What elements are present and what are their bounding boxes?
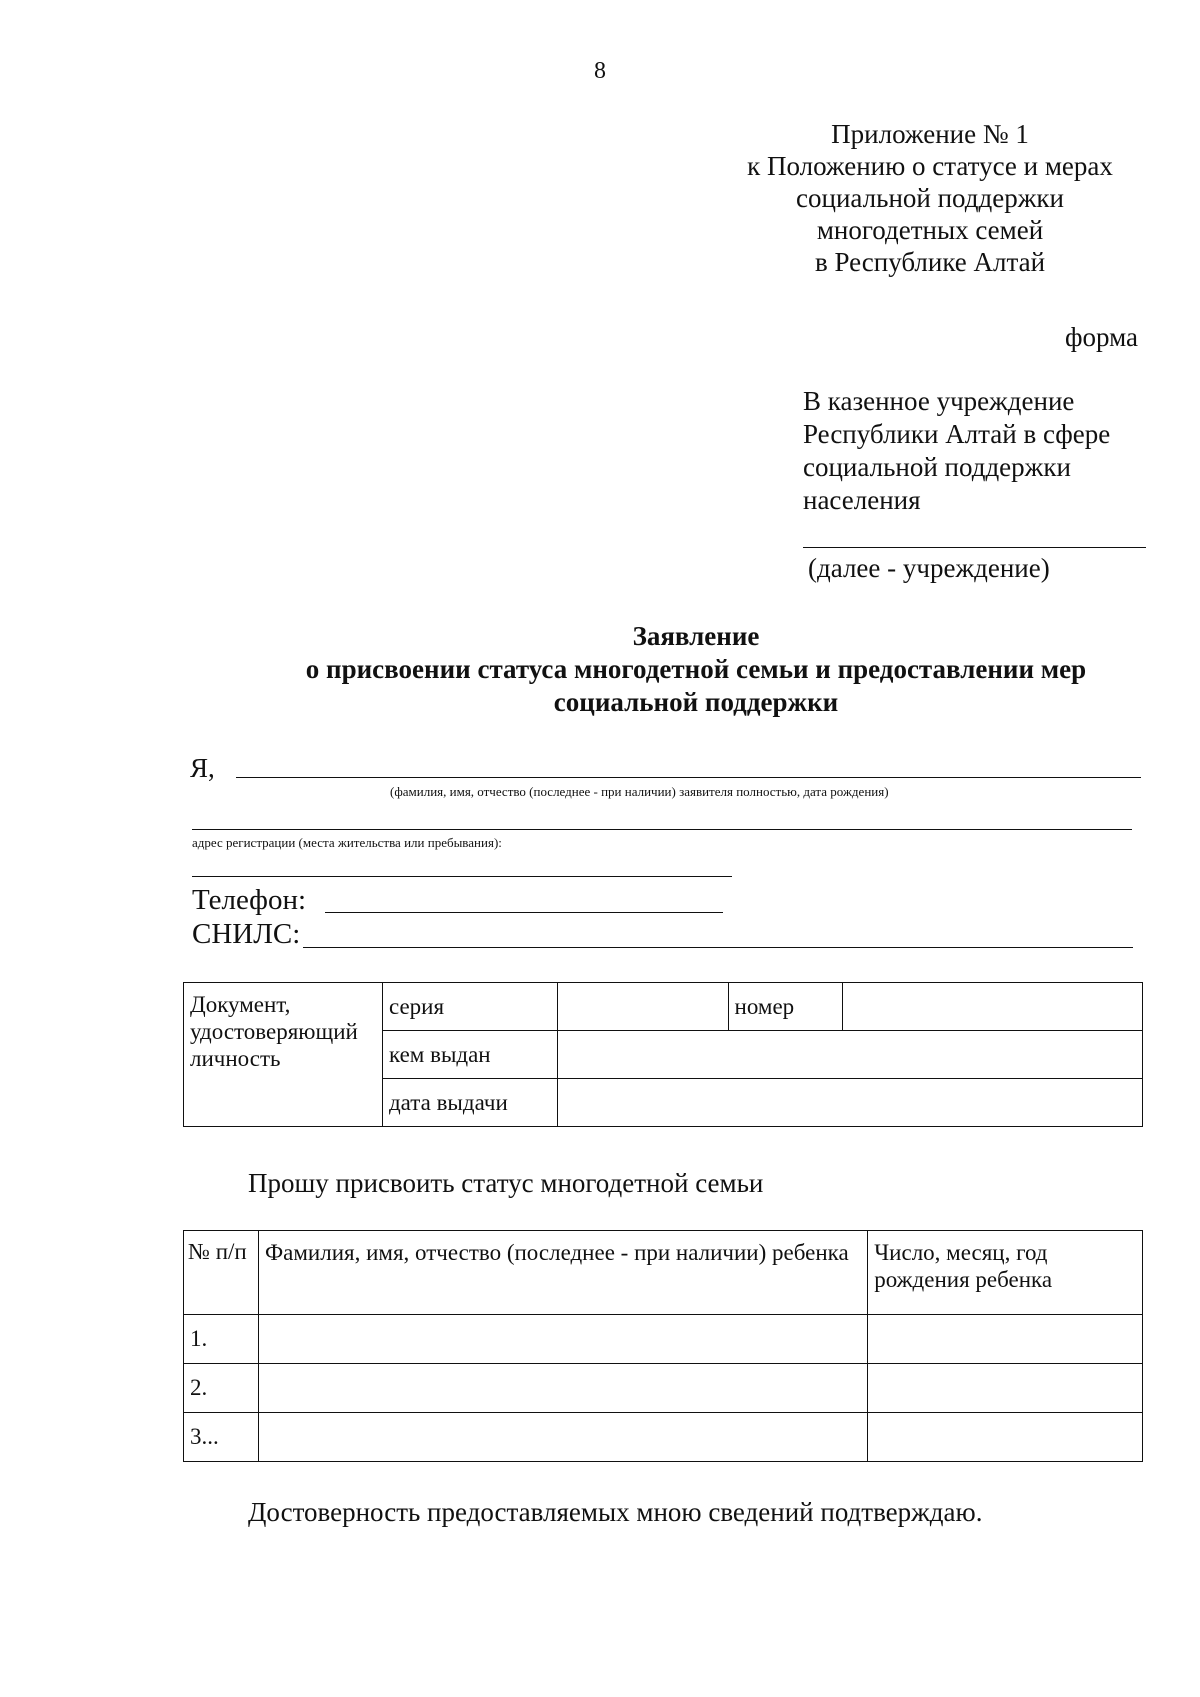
appendix-line: Приложение № 1 (831, 119, 1029, 149)
applicant-prefix: Я, (190, 753, 215, 783)
applicant-name-field[interactable] (236, 777, 1141, 778)
request-text: Прошу присвоить статус многодетной семьи (248, 1168, 764, 1198)
row-number: 2. (184, 1364, 259, 1413)
appendix-line: социальной поддержки (796, 183, 1064, 213)
applicant-name-note: (фамилия, имя, отчество (последнее - при наличии) заявителя полностью, дата рождения) (390, 784, 889, 799)
institution-note: (далее - учреждение) (808, 553, 1050, 583)
row-number: 1. (184, 1315, 259, 1364)
column-header-birthdate: Число, месяц, год рождения ребенка (868, 1231, 1143, 1315)
child-birthdate-cell[interactable] (868, 1364, 1143, 1413)
address-field[interactable] (192, 876, 732, 877)
child-name-cell[interactable] (258, 1315, 867, 1364)
table-row (184, 1364, 1143, 1413)
column-header-name: Фамилия, имя, отчество (последнее - при наличии) ребенка (258, 1231, 867, 1315)
identity-document-table (183, 982, 1143, 1127)
document-subtitle: о присвоении статуса многодетной семьи и предоставлении мер (305, 654, 1087, 684)
appendix-line: в Республике Алтай (814, 247, 1046, 277)
snils-field[interactable] (303, 947, 1133, 948)
child-birthdate-cell[interactable] (868, 1413, 1143, 1462)
addressee-line: социальной поддержки (803, 452, 1071, 482)
issue-date-label: дата выдачи (382, 1079, 557, 1127)
phone-label: Телефон: (192, 884, 307, 916)
number-label: номер (728, 983, 843, 1031)
snils-label: СНИЛС: (192, 918, 301, 950)
document-title: Заявление (632, 621, 760, 651)
appendix-line: многодетных семей (816, 215, 1044, 245)
document-label: Документ, удостоверяющий личность (184, 983, 383, 1127)
issue-date-cell[interactable] (557, 1079, 1142, 1127)
confirmation-text: Достоверность предоставляемых мною сведений подтверждаю. (248, 1497, 983, 1527)
series-label: серия (382, 983, 557, 1031)
series-cell[interactable] (557, 983, 728, 1031)
number-cell[interactable] (843, 983, 1143, 1031)
table-row (184, 1413, 1143, 1462)
addressee-line: В казенное учреждение (803, 386, 1075, 416)
column-header-number: № п/п (184, 1231, 259, 1315)
page-number: 8 (594, 58, 606, 84)
issued-by-cell[interactable] (557, 1031, 1142, 1079)
children-table (183, 1230, 1143, 1462)
child-name-cell[interactable] (258, 1413, 867, 1462)
form-label: форма (1065, 322, 1138, 352)
addressee-block (803, 385, 1110, 517)
addressee-line: Республики Алтай в сфере (803, 419, 1111, 449)
child-name-cell[interactable] (258, 1364, 867, 1413)
phone-field[interactable] (325, 912, 723, 913)
table-row (184, 1315, 1143, 1364)
addressee-line: населения (803, 485, 921, 515)
address-note: адрес регистрации (места жительства или пребывания): (192, 835, 502, 850)
appendix-line: к Положению о статусе и мерах (747, 151, 1113, 181)
row-number: 3... (184, 1413, 259, 1462)
issued-by-label: кем выдан (382, 1031, 557, 1079)
appendix-header (700, 118, 1160, 278)
applicant-extra-field[interactable] (192, 829, 1132, 830)
child-birthdate-cell[interactable] (868, 1315, 1143, 1364)
document-subtitle-2: социальной поддержки (553, 687, 839, 717)
institution-blank-line[interactable] (803, 547, 1146, 548)
